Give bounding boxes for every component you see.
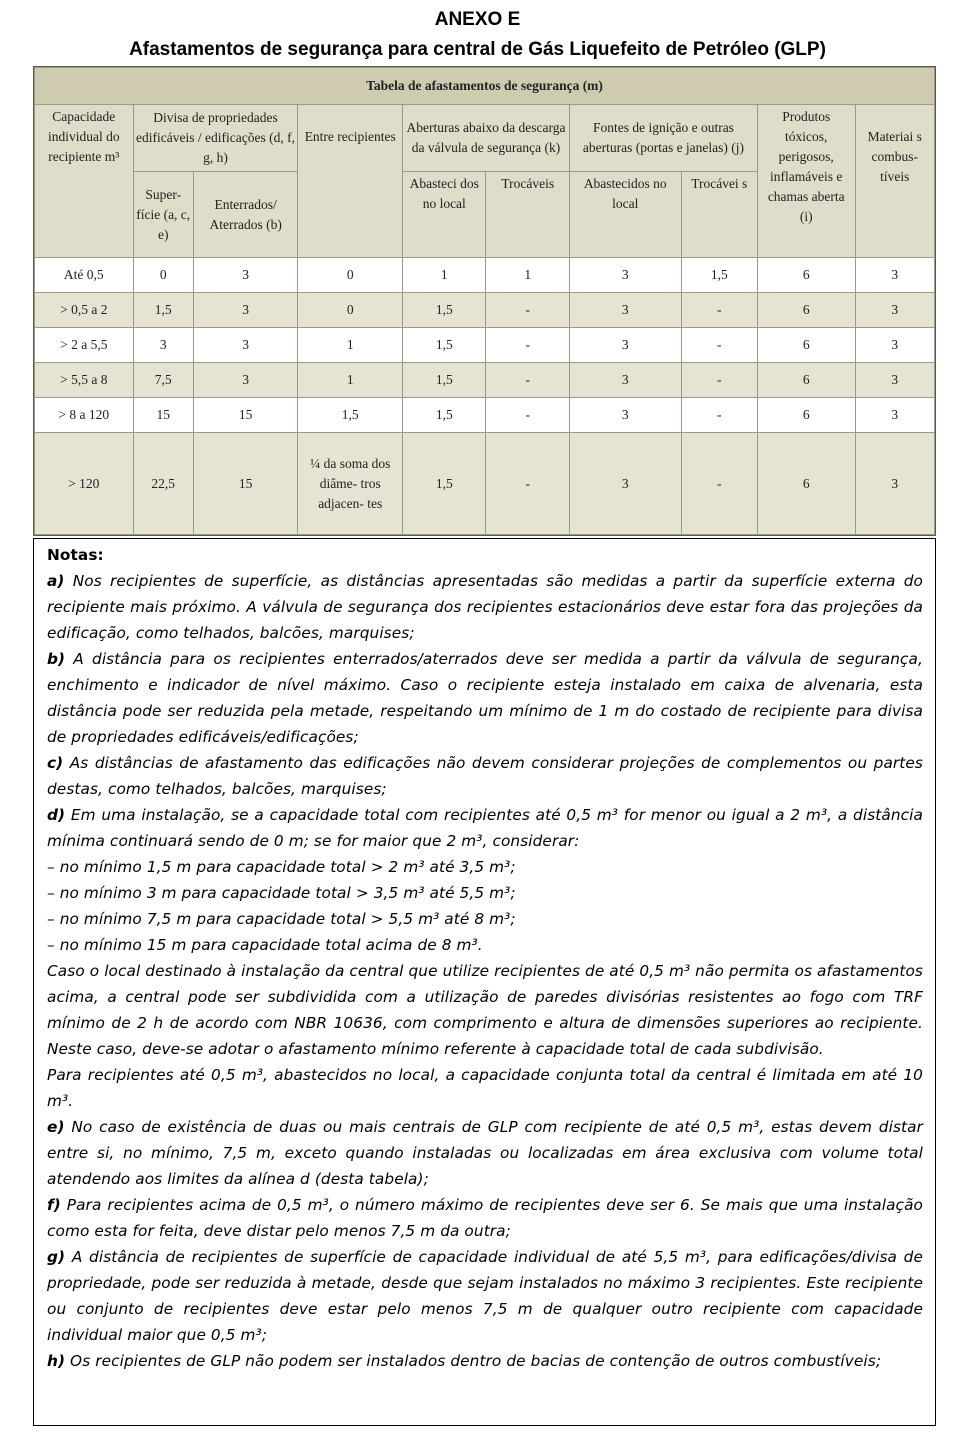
header-superficie: Super- fície (a, c, e) [133, 172, 193, 258]
cell-superficie: 0 [133, 258, 193, 293]
cell-enterrados: 3 [193, 328, 298, 363]
cell-fontes-abastecidos: 3 [569, 258, 681, 293]
cell-aberturas-abastecidos: 1,5 [403, 328, 486, 363]
cell-enterrados: 15 [193, 398, 298, 433]
cell-aberturas-trocaveis: - [486, 293, 569, 328]
note-text: A distância de recipientes de superfície de capacidade individual de até 5,5 m³, para edificações/divisa de propriedade, pode ser reduzida à metade, desde que sejam instalados no máximo 3 recipientes. Este recipiente ou conjunto de recipientes deve estar pelo menos 7,5 m de qualquer outro recipiente com capacidade individual maior que 0,5 m³; [47, 1248, 923, 1344]
cell-aberturas-trocaveis: - [486, 328, 569, 363]
cell-enterrados: 3 [193, 363, 298, 398]
header-enterrados: Enterrados/ Aterrados (b) [193, 172, 298, 258]
note-h [47, 1348, 923, 1374]
cell-aberturas-abastecidos: 1,5 [403, 433, 486, 535]
cell-aberturas-trocaveis: - [486, 363, 569, 398]
cell-capacidade: > 8 a 120 [35, 398, 134, 433]
note-d-item: – no mínimo 7,5 m para capacidade total > 5,5 m³ até 8 m³; [47, 910, 516, 928]
note-label: c) [47, 754, 64, 772]
cell-aberturas-abastecidos: 1,5 [403, 398, 486, 433]
cell-produtos: 6 [757, 363, 855, 398]
cell-fontes-trocaveis: - [681, 363, 757, 398]
cell-entre: 1,5 [298, 398, 403, 433]
cell-fontes-abastecidos: 3 [569, 293, 681, 328]
note-text: Para recipientes acima de 0,5 m³, o número máximo de recipientes deve ser 6. Se mais que uma instalação como esta for feita, deve distar pelo menos 7,5 m da outra; [47, 1196, 923, 1240]
cell-capacidade: > 120 [35, 433, 134, 535]
cell-fontes-abastecidos: 3 [569, 363, 681, 398]
cell-fontes-trocaveis: - [681, 398, 757, 433]
cell-produtos: 6 [757, 433, 855, 535]
header-fontes-abastecidos: Abastecidos no local [569, 172, 681, 258]
table-caption: Tabela de afastamentos de segurança (m) [35, 68, 935, 105]
note-d-paragraph: Caso o local destinado à instalação da central que utilize recipientes de até 0,5 m³ não permita os afastamentos acima, a central pode ser subdividida com a utilização de paredes divisórias resistentes ao fogo com TRF mínimo de 2 h de acordo com NBR 10636, com comprimento e altura de dimensões superiores ao recipiente. Neste caso, deve-se adotar o afastamento mínimo referente à capacidade total de cada subdivisão. [47, 962, 923, 1058]
note-g [47, 1244, 923, 1348]
cell-aberturas-abastecidos: 1,5 [403, 293, 486, 328]
cell-capacidade: Até 0,5 [35, 258, 134, 293]
cell-superficie: 15 [133, 398, 193, 433]
note-text: Em uma instalação, se a capacidade total com recipientes até 0,5 m³ for menor ou igual a 2 m³, a distância mínima continuará sendo de 0 m; se for maior que 2 m³, considerar: [47, 806, 923, 850]
cell-aberturas-trocaveis: - [486, 433, 569, 535]
note-text: No caso de existência de duas ou mais centrais de GLP com recipiente de até 0,5 m³, estas devem distar entre si, no mínimo, 7,5 m, exceto quando instaladas ou localizadas em área exclusiva com volume total atendendo aos limites da alínea d (desta tabela); [47, 1118, 923, 1188]
cell-enterrados: 15 [193, 433, 298, 535]
note-label: e) [47, 1118, 65, 1136]
cell-superficie: 1,5 [133, 293, 193, 328]
table-row [35, 258, 935, 293]
header-aberturas: Aberturas abaixo da descarga da válvula de segurança (k) [403, 105, 570, 172]
table-row [35, 363, 935, 398]
note-e [47, 1114, 923, 1192]
cell-produtos: 6 [757, 398, 855, 433]
note-label: b) [47, 650, 66, 668]
cell-fontes-trocaveis: - [681, 433, 757, 535]
notes-box [33, 538, 936, 1426]
cell-fontes-abastecidos: 3 [569, 433, 681, 535]
cell-superficie: 7,5 [133, 363, 193, 398]
note-label: h) [47, 1352, 66, 1370]
cell-materiais: 3 [855, 398, 935, 433]
note-b [47, 646, 923, 750]
cell-entre: 1 [298, 363, 403, 398]
note-d-item: – no mínimo 15 m para capacidade total acima de 8 m³. [47, 936, 483, 954]
note-text: A distância para os recipientes enterrados/aterrados deve ser medida a partir da válvula de segurança, enchimento e indicador de nível máximo. Caso o recipiente esteja instalado em caixa de alvenaria, esta distância pode ser reduzida pela metade, respeitando um mínimo de 1 m do costado de recipiente para divisa de propriedades edificáveis/edificações; [47, 650, 923, 746]
cell-produtos: 6 [757, 293, 855, 328]
note-d [47, 802, 923, 854]
cell-superficie: 22,5 [133, 433, 193, 535]
note-text: As distâncias de afastamento das edificações não devem considerar projeções de complementos ou partes destas, como telhados, balcões, marquises; [47, 754, 923, 798]
cell-fontes-trocaveis: - [681, 293, 757, 328]
header-entre-recipientes: Entre recipientes [298, 105, 403, 258]
header-aberturas-abastecidos: Abasteci dos no local [403, 172, 486, 258]
header-divisa: Divisa de propriedades edificáveis / edificações (d, f, g, h) [133, 105, 298, 172]
table-row [35, 398, 935, 433]
header-aberturas-trocaveis: Trocáveis [486, 172, 569, 258]
note-label: a) [47, 572, 65, 590]
cell-fontes-trocaveis: - [681, 328, 757, 363]
note-label: g) [47, 1248, 66, 1266]
note-text: Os recipientes de GLP não podem ser instalados dentro de bacias de contenção de outros combustíveis; [65, 1352, 882, 1370]
cell-capacidade: > 2 a 5,5 [35, 328, 134, 363]
cell-entre: ¼ da soma dos diâme- tros adjacen- tes [298, 433, 403, 535]
cell-produtos: 6 [757, 258, 855, 293]
cell-materiais: 3 [855, 433, 935, 535]
table-row [35, 328, 935, 363]
cell-materiais: 3 [855, 258, 935, 293]
cell-capacidade: > 5,5 a 8 [35, 363, 134, 398]
annex-subtitle: Afastamentos de segurança para central de Gás Liquefeito de Petróleo (GLP) [129, 39, 826, 60]
notes-title: Notas: [47, 546, 104, 564]
header-produtos: Produtos tóxicos, perigosos, inflamáveis e chamas aberta (i) [757, 105, 855, 258]
header-materiais: Materiai s combus- tíveis [855, 105, 935, 258]
note-text: Nos recipientes de superfície, as distâncias apresentadas são medidas a partir da superfície externa do recipiente mais próximo. A válvula de segurança dos recipientes estacionários deve estar fora das projeções da edificação, como telhados, balcões, marquises; [47, 572, 923, 642]
cell-materiais: 3 [855, 328, 935, 363]
cell-capacidade: > 0,5 a 2 [35, 293, 134, 328]
table-row [35, 293, 935, 328]
cell-enterrados: 3 [193, 258, 298, 293]
cell-materiais: 3 [855, 363, 935, 398]
table-row [35, 433, 935, 535]
cell-aberturas-trocaveis: 1 [486, 258, 569, 293]
cell-entre: 0 [298, 258, 403, 293]
cell-aberturas-abastecidos: 1 [403, 258, 486, 293]
note-a [47, 568, 923, 646]
cell-materiais: 3 [855, 293, 935, 328]
cell-aberturas-abastecidos: 1,5 [403, 363, 486, 398]
note-label: d) [47, 806, 66, 824]
note-d-item: – no mínimo 1,5 m para capacidade total > 2 m³ até 3,5 m³; [47, 858, 516, 876]
header-fontes-ignicao: Fontes de ignição e outras aberturas (portas e janelas) (j) [569, 105, 757, 172]
annex-title: ANEXO E [434, 9, 521, 30]
cell-produtos: 6 [757, 328, 855, 363]
cell-fontes-abastecidos: 3 [569, 398, 681, 433]
note-c [47, 750, 923, 802]
cell-aberturas-trocaveis: - [486, 398, 569, 433]
cell-entre: 0 [298, 293, 403, 328]
note-d-paragraph: Para recipientes até 0,5 m³, abastecidos no local, a capacidade conjunta total da central é limitada em até 10 m³. [47, 1066, 923, 1110]
note-d-item: – no mínimo 3 m para capacidade total > 3,5 m³ até 5,5 m³; [47, 884, 516, 902]
cell-fontes-abastecidos: 3 [569, 328, 681, 363]
cell-fontes-trocaveis: 1,5 [681, 258, 757, 293]
header-fontes-trocaveis: Trocávei s [681, 172, 757, 258]
header-capacidade: Capacidade individual do recipiente m³ [35, 105, 134, 258]
safety-distance-table [33, 66, 936, 536]
cell-entre: 1 [298, 328, 403, 363]
cell-enterrados: 3 [193, 293, 298, 328]
cell-superficie: 3 [133, 328, 193, 363]
note-f [47, 1192, 923, 1244]
note-label: f) [47, 1196, 61, 1214]
